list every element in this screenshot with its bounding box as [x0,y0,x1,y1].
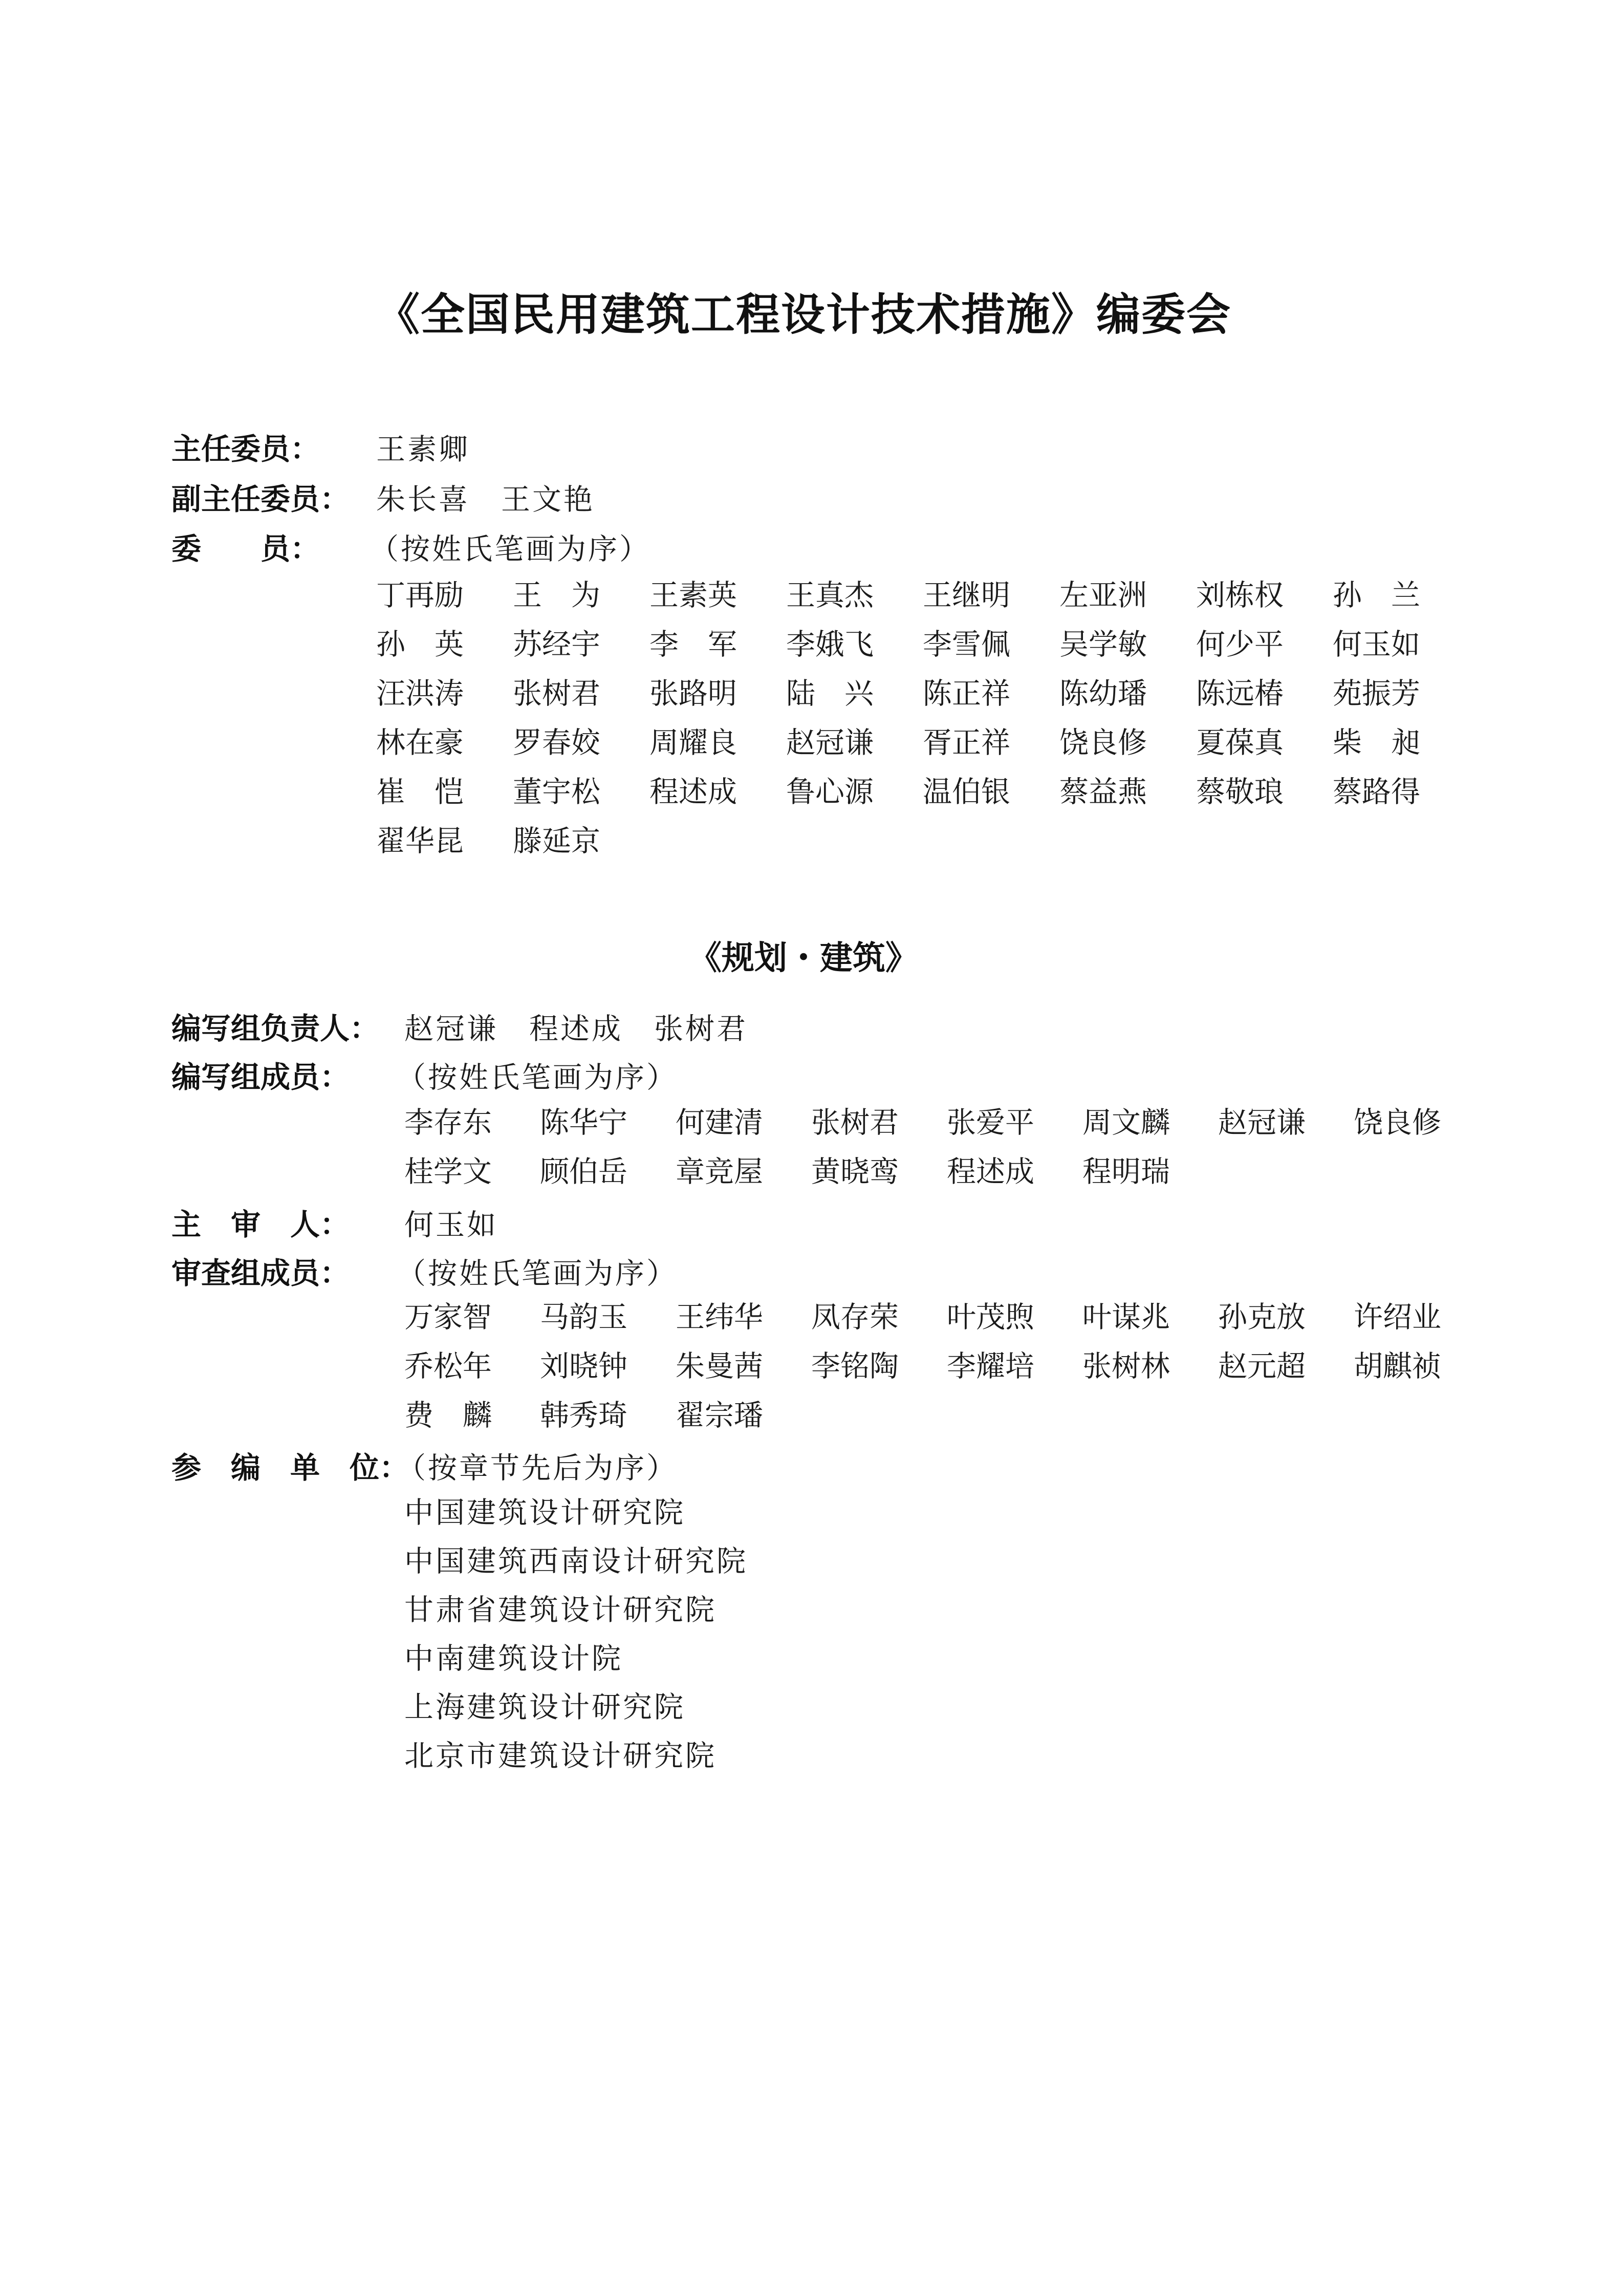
chief-reviewer-label: 主 审 人： [171,1207,350,1242]
member-name: 夏葆真 [1196,726,1284,760]
writers-list [404,1098,1489,1196]
reviewers-list [404,1293,1489,1440]
member-name: 林在豪 [376,726,464,760]
member-name: 鲁心源 [786,775,874,809]
director-label: 主任委员： [171,432,320,466]
writer-name: 程明瑞 [1082,1155,1170,1189]
member-name: 张树君 [513,677,600,711]
member-name: 翟华昆 [376,824,464,858]
unit-name: 甘肃省建筑设计研究院 [404,1593,716,1627]
reviewer-name: 张树林 [1082,1349,1170,1383]
member-name: 何少平 [1196,628,1284,661]
vice-director-label: 副主任委员： [171,482,350,517]
member-name: 程述成 [649,775,737,809]
member-name: 蔡敬琅 [1196,775,1284,809]
reviewer-name: 朱曼茜 [676,1349,763,1383]
member-name: 张路明 [649,677,737,711]
lead-names: 赵冠谦 程述成 张树君 [404,1012,748,1046]
reviewer-name: 许绍业 [1354,1300,1441,1334]
member-name: 苑振芳 [1333,677,1420,711]
reviewer-name: 胡麒祯 [1354,1349,1441,1383]
writer-name: 周文麟 [1082,1106,1170,1140]
reviewer-name: 凤存荣 [811,1300,899,1334]
writers-note: （按姓氏笔画为序） [397,1061,678,1095]
reviewers-note: （按姓氏笔画为序） [397,1257,678,1291]
reviewer-name: 孙克放 [1218,1300,1306,1334]
reviewer-name: 马韵玉 [540,1300,627,1334]
member-name: 汪洪涛 [376,677,464,711]
member-name: 温伯银 [923,775,1010,809]
writer-name: 饶良修 [1354,1106,1441,1140]
member-name: 孙 英 [376,628,464,661]
writer-name: 赵冠谦 [1218,1106,1306,1140]
member-name: 周耀良 [649,726,737,760]
member-name: 吴学敏 [1059,628,1147,661]
member-name: 陆 兴 [786,677,874,711]
writer-name: 张爱平 [947,1106,1034,1140]
writer-name: 何建清 [676,1106,763,1140]
member-name: 崔 恺 [376,775,464,809]
writer-name: 张树君 [811,1106,899,1140]
member-name: 苏经宇 [513,628,600,661]
writer-name: 程述成 [947,1155,1034,1189]
units-list [404,1489,748,1780]
member-name: 李 军 [649,628,737,661]
writer-name: 陈华宁 [540,1106,627,1140]
units-label: 参 编 单 位： [171,1450,409,1485]
reviewer-name: 李铭陶 [811,1349,899,1383]
reviewer-name: 赵元超 [1218,1349,1306,1383]
unit-name: 上海建筑设计研究院 [404,1690,685,1724]
unit-name: 中南建筑设计院 [404,1642,623,1676]
member-name: 李娥飞 [786,628,874,661]
member-name: 蔡路得 [1333,775,1420,809]
member-name: 王素英 [649,578,737,612]
units-note: （按章节先后为序） [397,1451,678,1485]
reviewer-name: 叶茂煦 [947,1300,1034,1334]
section-title: 《规划・建筑》 [689,939,918,977]
member-name: 左亚洲 [1059,578,1147,612]
member-name: 董宇松 [513,775,600,809]
reviewer-name: 万家智 [404,1300,492,1334]
reviewer-name: 叶谋兆 [1082,1300,1170,1334]
reviewer-name: 王纬华 [676,1300,763,1334]
page-title: 《全国民用建筑工程设计技术措施》编委会 [376,289,1231,340]
writer-name: 李存东 [404,1106,492,1140]
vice-director-names: 朱长喜 王文艳 [376,483,595,517]
member-name: 丁再励 [376,578,464,612]
unit-name: 中国建筑西南设计研究院 [404,1544,748,1578]
members-note: （按姓氏笔画为序） [370,532,650,566]
member-name: 饶良修 [1059,726,1147,760]
member-name: 何玉如 [1333,628,1420,661]
writers-label: 编写组成员： [171,1060,350,1095]
reviewers-label: 审查组成员： [171,1256,350,1291]
members-label: 委 员： [171,531,320,566]
unit-name: 北京市建筑设计研究院 [404,1739,716,1773]
writer-name: 章竞屋 [676,1155,763,1189]
writer-name: 顾伯岳 [540,1155,627,1189]
member-name: 王继明 [923,578,1010,612]
reviewer-name: 翟宗璠 [676,1399,763,1432]
member-name: 李雪佩 [923,628,1010,661]
member-name: 滕延京 [513,824,600,858]
director-name: 王素卿 [376,433,470,466]
reviewer-name: 费 麟 [404,1399,492,1432]
member-name: 王 为 [513,578,600,612]
member-name: 孙 兰 [1333,578,1420,612]
member-name: 王真杰 [786,578,874,612]
member-name: 陈正祥 [923,677,1010,711]
chief-reviewer-name: 何玉如 [404,1208,498,1242]
writer-name: 黄晓鸾 [811,1155,899,1189]
member-name: 陈幼璠 [1059,677,1147,711]
member-name: 刘栋权 [1196,578,1284,612]
member-name: 罗春姣 [513,726,600,760]
reviewer-name: 乔松年 [404,1349,492,1383]
reviewer-name: 李耀培 [947,1349,1034,1383]
members-list [376,571,1469,866]
lead-label: 编写组负责人： [171,1011,380,1046]
reviewer-name: 刘晓钟 [540,1349,627,1383]
unit-name: 中国建筑设计研究院 [404,1496,685,1530]
member-name: 胥正祥 [923,726,1010,760]
member-name: 陈远椿 [1196,677,1284,711]
writer-name: 桂学文 [404,1155,492,1189]
member-name: 柴 昶 [1333,726,1420,760]
reviewer-name: 韩秀琦 [540,1399,627,1432]
member-name: 赵冠谦 [786,726,874,760]
member-name: 蔡益燕 [1059,775,1147,809]
